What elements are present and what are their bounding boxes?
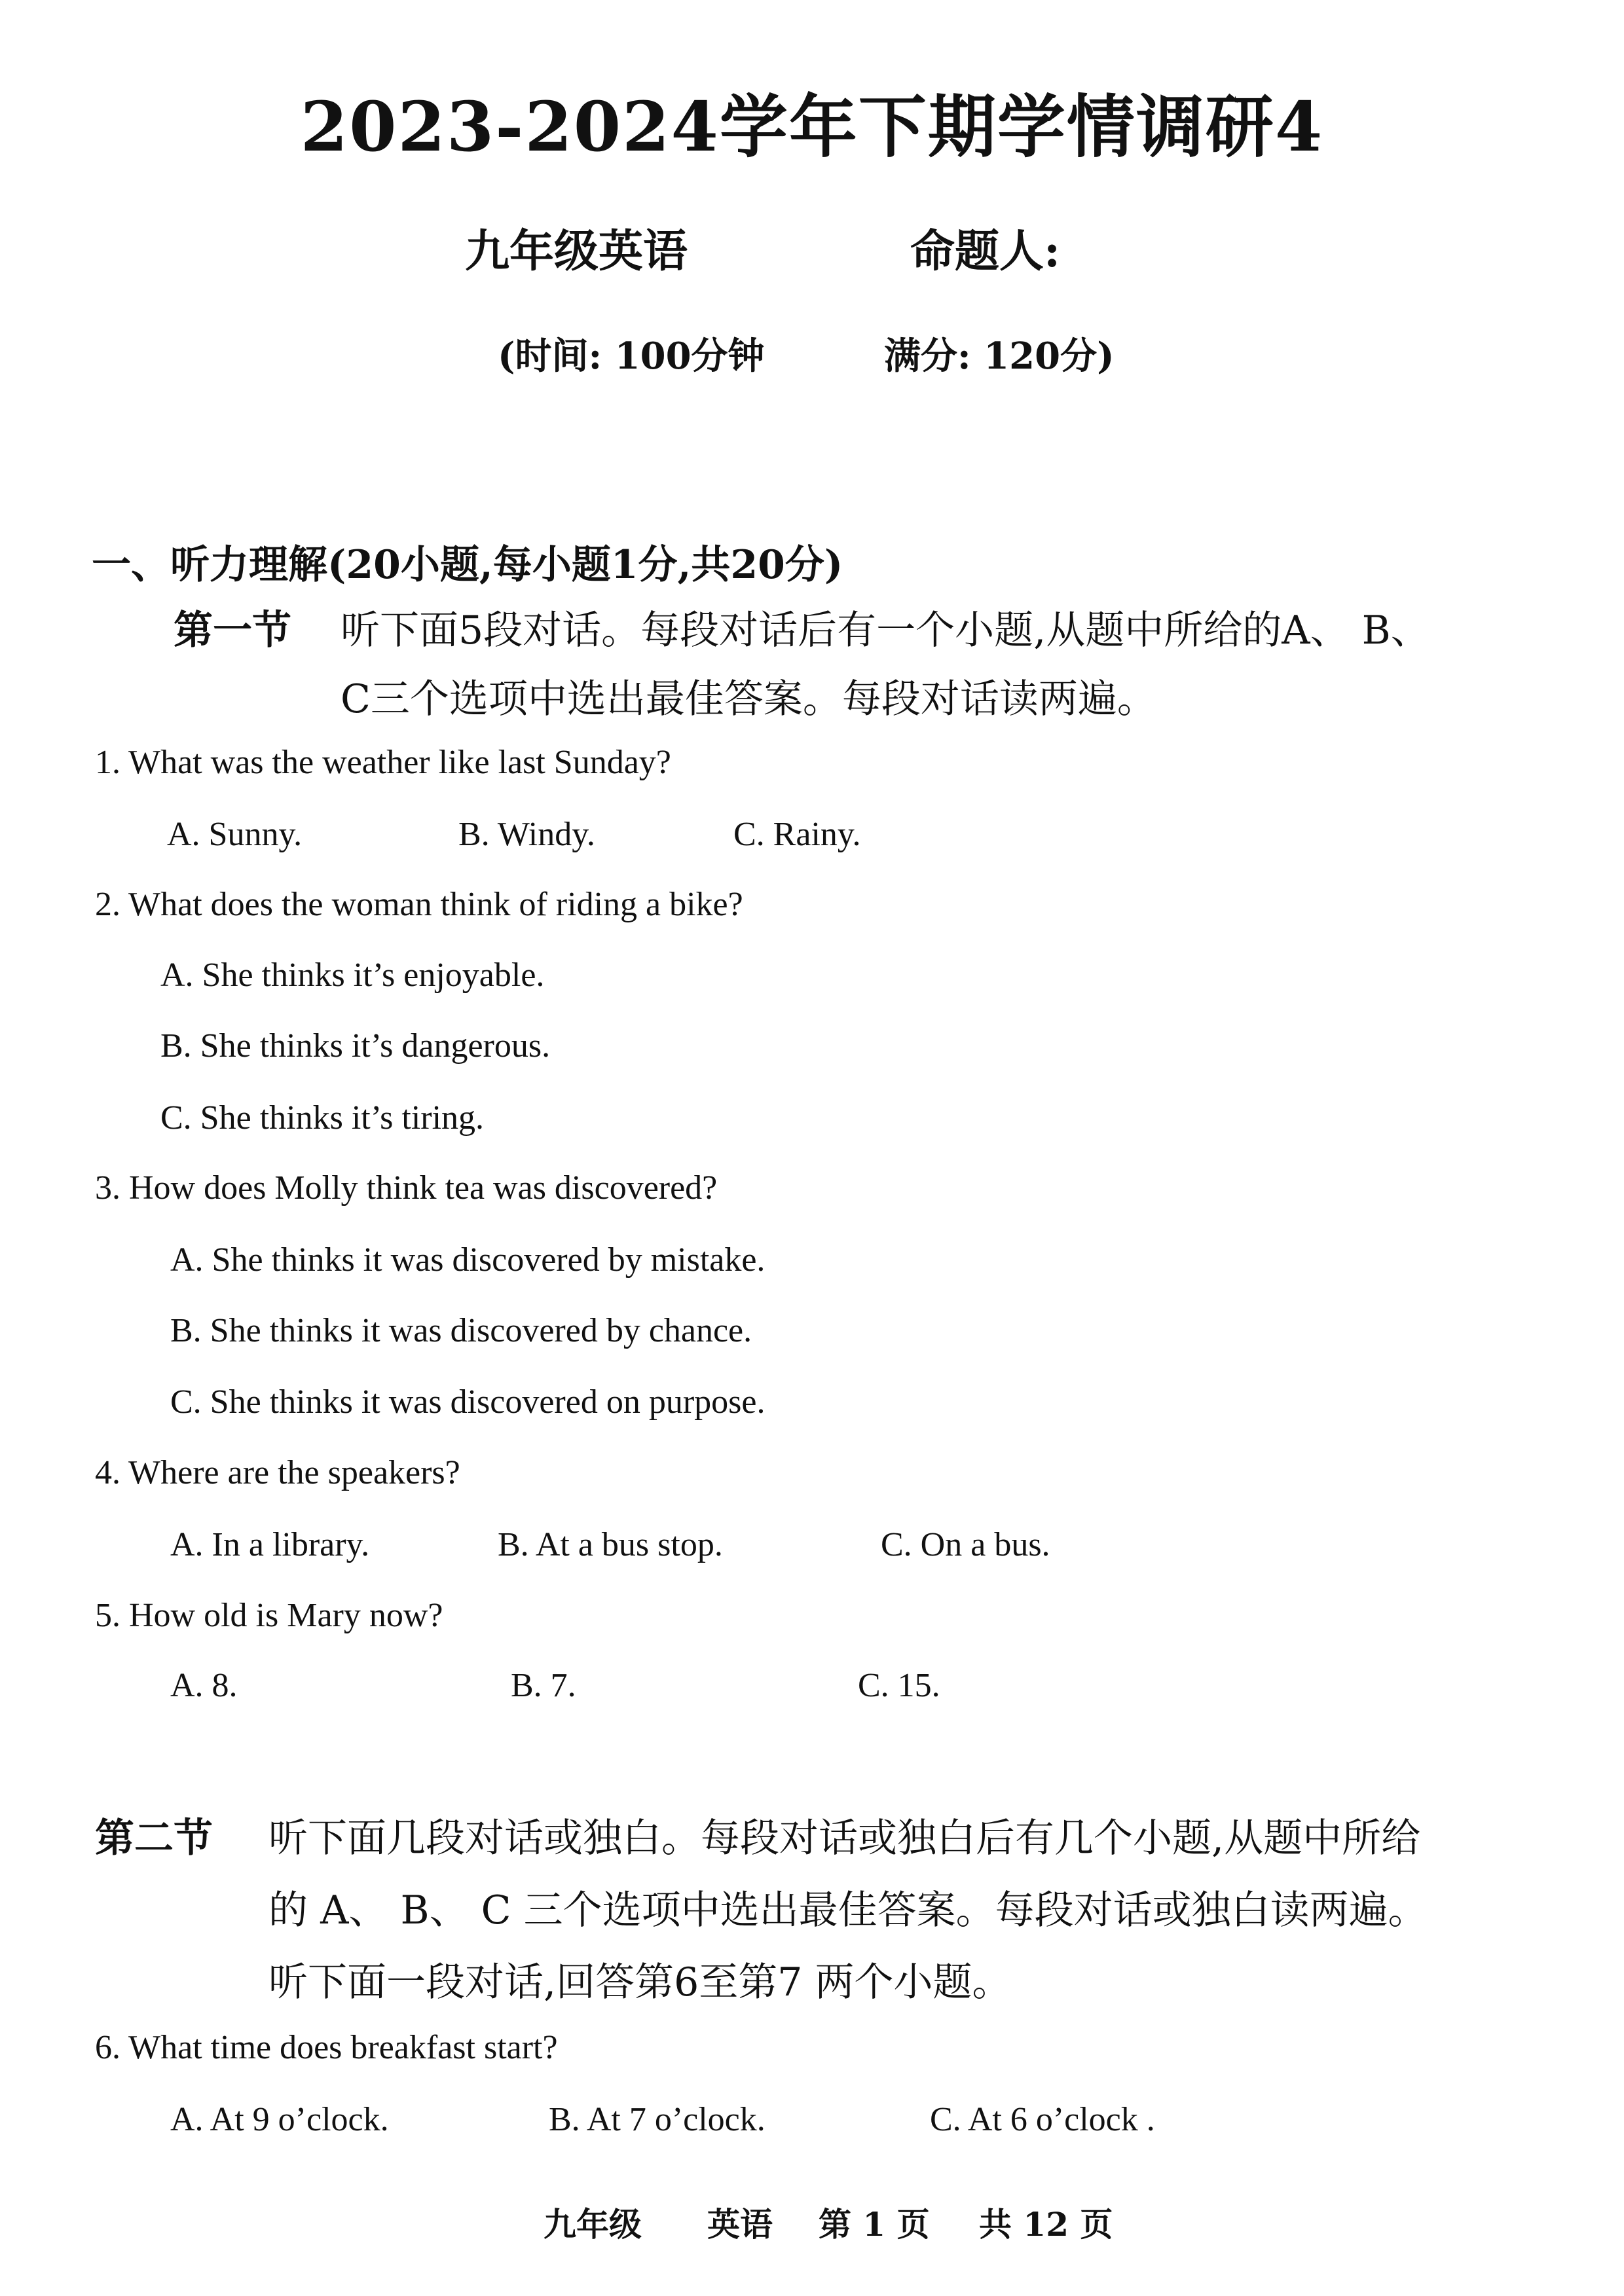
q2-option-a: A. She thinks it’s enjoyable.	[160, 957, 545, 994]
q3-option-a: A. She thinks it was discovered by mistake.	[170, 1241, 766, 1279]
part2-instruction-line1: 听下面几段对话或独白。每段对话或独白后有几个小题,从题中所给	[268, 1815, 1421, 1861]
question-1: 1. What was the weather like last Sunday?	[95, 744, 671, 781]
exam-time: (时间: 100分钟	[498, 335, 765, 378]
footer-subject: 英语	[707, 2205, 773, 2244]
setter-label: 命题人:	[910, 225, 1061, 278]
part1-instruction-line2: C三个选项中选出最佳答案。每段对话读两遍。	[341, 676, 1156, 722]
part1-instruction-line1: 听下面5段对话。每段对话后有一个小题,从题中所给的A、 B、	[341, 608, 1430, 653]
footer-page: 第 1 页	[819, 2205, 930, 2244]
q2-option-c: C. She thinks it’s tiring.	[160, 1099, 485, 1137]
q6-option-a: A. At 9 o’clock.	[170, 2101, 389, 2138]
q5-option-a: A. 8.	[170, 1667, 238, 1704]
question-3: 3. How does Molly think tea was discovered?	[95, 1169, 718, 1207]
q3-option-c: C. She thinks it was discovered on purpose.	[170, 1383, 766, 1421]
question-5: 5. How old is Mary now?	[95, 1597, 443, 1634]
q6-option-b: B. At 7 o’clock.	[549, 2101, 766, 2138]
question-6: 6. What time does breakfast start?	[95, 2029, 558, 2066]
part2-instruction-line3: 听下面一段对话,回答第6至第7 两个小题。	[268, 1959, 1012, 2005]
q4-option-c: C. On a bus.	[881, 1526, 1050, 1563]
part2-label: 第二节	[95, 1815, 213, 1861]
q3-option-b: B. She thinks it was discovered by chance.	[170, 1312, 752, 1349]
q2-option-b: B. She thinks it’s dangerous.	[160, 1027, 551, 1065]
q1-option-c: C. Rainy.	[733, 816, 861, 853]
q6-option-c: C. At 6 o’clock .	[930, 2101, 1155, 2138]
footer-total-pages: 共 12 页	[979, 2205, 1113, 2244]
q5-option-b: B. 7.	[511, 1667, 576, 1704]
exam-title: 2023-2024学年下期学情调研4	[300, 86, 1324, 167]
q1-option-a: A. Sunny.	[167, 816, 303, 853]
footer-grade: 九年级	[544, 2205, 642, 2244]
section-heading: 一、听力理解(20小题,每小题1分,共20分)	[92, 542, 843, 588]
question-2: 2. What does the woman think of riding a bike?	[95, 886, 743, 923]
q1-option-b: B. Windy.	[458, 816, 595, 853]
question-4: 4. Where are the speakers?	[95, 1454, 460, 1491]
exam-score: 满分: 120分)	[884, 335, 1115, 378]
q4-option-a: A. In a library.	[170, 1526, 370, 1563]
grade-subject: 九年级英语	[465, 225, 688, 278]
part1-label: 第一节	[174, 608, 291, 653]
part2-instruction-line2: 的 A、 B、 C 三个选项中选出最佳答案。每段对话或独白读两遍。	[268, 1887, 1428, 1933]
q5-option-c: C. 15.	[858, 1667, 940, 1704]
q4-option-b: B. At a bus stop.	[498, 1526, 723, 1563]
